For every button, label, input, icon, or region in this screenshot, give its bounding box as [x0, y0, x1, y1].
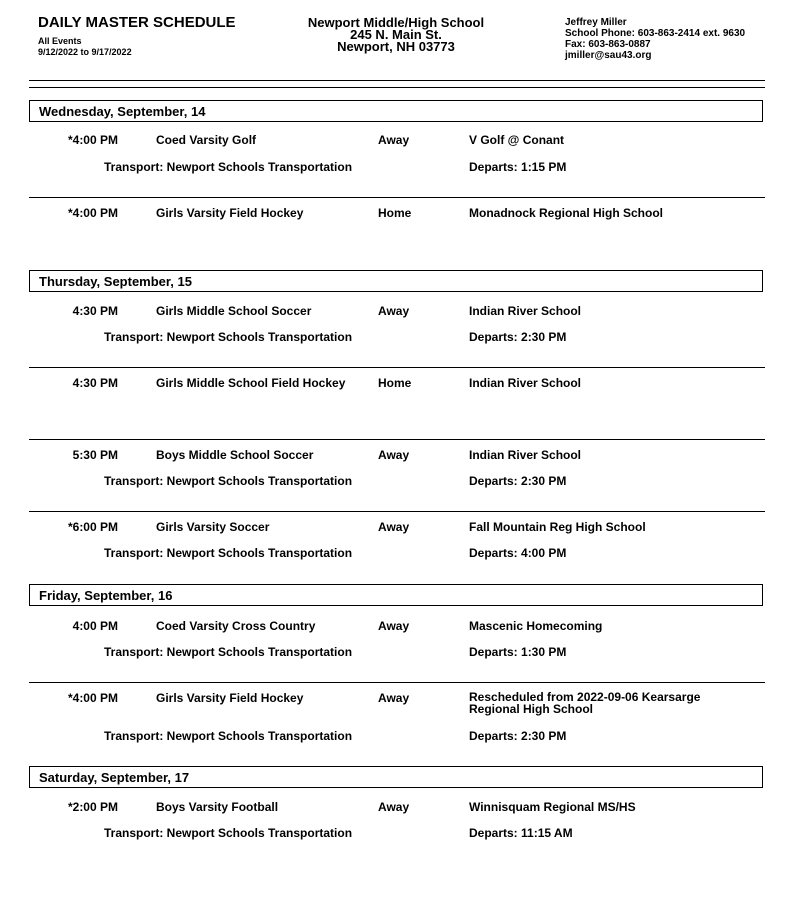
- date-range: 9/12/2022 to 9/17/2022: [38, 47, 132, 57]
- event-location: Away: [378, 800, 410, 814]
- event-time: *6:00 PM: [67, 520, 118, 534]
- event-opponent: Fall Mountain Reg High School: [469, 520, 646, 534]
- event-location: Away: [378, 133, 410, 147]
- event-location: Home: [378, 376, 412, 390]
- event-time: *2:00 PM: [67, 800, 118, 814]
- day-header: Thursday, September, 15: [29, 270, 763, 292]
- day-header: Friday, September, 16: [29, 584, 763, 606]
- page-title: DAILY MASTER SCHEDULE: [38, 14, 236, 31]
- event-departs: Departs: 1:15 PM: [469, 160, 567, 174]
- event-departs: Departs: 2:30 PM: [469, 330, 567, 344]
- event-transport: Transport: Newport Schools Transportation: [104, 330, 353, 344]
- event-sport: Girls Varsity Field Hockey: [156, 206, 304, 220]
- event-transport: Transport: Newport Schools Transportation: [104, 645, 353, 659]
- event-divider: [29, 197, 765, 198]
- event-transport: Transport: Newport Schools Transportation: [104, 826, 353, 840]
- contact-name: Jeffrey Miller: [565, 17, 627, 28]
- event-location: Away: [378, 691, 410, 705]
- event-divider: [29, 439, 765, 440]
- contact-phone: School Phone: 603-863-2414 ext. 9630: [565, 28, 746, 39]
- event-location: Away: [378, 619, 410, 633]
- event-time: 4:00 PM: [72, 619, 118, 633]
- event-sport: Girls Varsity Field Hockey: [156, 691, 304, 705]
- event-sport: Girls Varsity Soccer: [156, 520, 270, 534]
- event-opponent: Mascenic Homecoming: [469, 619, 603, 633]
- event-opponent: Rescheduled from 2022-09-06 Kearsarge Regional High School: [469, 690, 701, 716]
- contact-email: jmiller@sau43.org: [565, 50, 652, 61]
- event-location: Away: [378, 448, 410, 462]
- event-transport: Transport: Newport Schools Transportation: [104, 474, 353, 488]
- school-street: 245 N. Main St.: [350, 27, 442, 42]
- event-opponent: Monadnock Regional High School: [469, 206, 664, 220]
- event-opponent: Winnisquam Regional MS/HS: [469, 800, 636, 814]
- event-time: *4:00 PM: [67, 133, 118, 147]
- header-divider: [29, 87, 765, 88]
- day-header: Saturday, September, 17: [29, 766, 763, 788]
- event-sport: Coed Varsity Golf: [156, 133, 257, 147]
- event-opponent: Indian River School: [469, 376, 582, 390]
- event-departs: Departs: 11:15 AM: [469, 826, 573, 840]
- event-sport: Girls Middle School Field Hockey: [156, 376, 346, 390]
- event-divider: [29, 682, 765, 683]
- event-departs: Departs: 2:30 PM: [469, 474, 567, 488]
- header-divider: [29, 80, 765, 81]
- event-opponent: Indian River School: [469, 304, 582, 318]
- event-time: 5:30 PM: [72, 448, 118, 462]
- event-transport: Transport: Newport Schools Transportation: [104, 160, 353, 174]
- event-divider: [29, 367, 765, 368]
- event-sport: Coed Varsity Cross Country: [156, 619, 316, 633]
- event-departs: Departs: 4:00 PM: [469, 546, 567, 560]
- school-city: Newport, NH 03773: [337, 39, 455, 54]
- event-departs: Departs: 2:30 PM: [469, 729, 567, 743]
- event-location: Home: [378, 206, 412, 220]
- event-time: 4:30 PM: [72, 376, 118, 390]
- event-time: 4:30 PM: [72, 304, 118, 318]
- event-transport: Transport: Newport Schools Transportation: [104, 546, 353, 560]
- event-opponent: V Golf @ Conant: [469, 133, 565, 147]
- event-sport: Boys Varsity Football: [156, 800, 279, 814]
- event-time: *4:00 PM: [67, 206, 118, 220]
- event-sport: Boys Middle School Soccer: [156, 448, 314, 462]
- event-transport: Transport: Newport Schools Transportation: [104, 729, 353, 743]
- event-location: Away: [378, 520, 410, 534]
- event-departs: Departs: 1:30 PM: [469, 645, 567, 659]
- event-divider: [29, 511, 765, 512]
- day-header: Wednesday, September, 14: [29, 100, 763, 122]
- event-time: *4:00 PM: [67, 691, 118, 705]
- school-name: Newport Middle/High School: [307, 15, 485, 30]
- subtitle: All Events: [38, 36, 82, 46]
- event-opponent: Indian River School: [469, 448, 582, 462]
- event-location: Away: [378, 304, 410, 318]
- event-sport: Girls Middle School Soccer: [156, 304, 312, 318]
- contact-fax: Fax: 603-863-0887: [565, 39, 651, 50]
